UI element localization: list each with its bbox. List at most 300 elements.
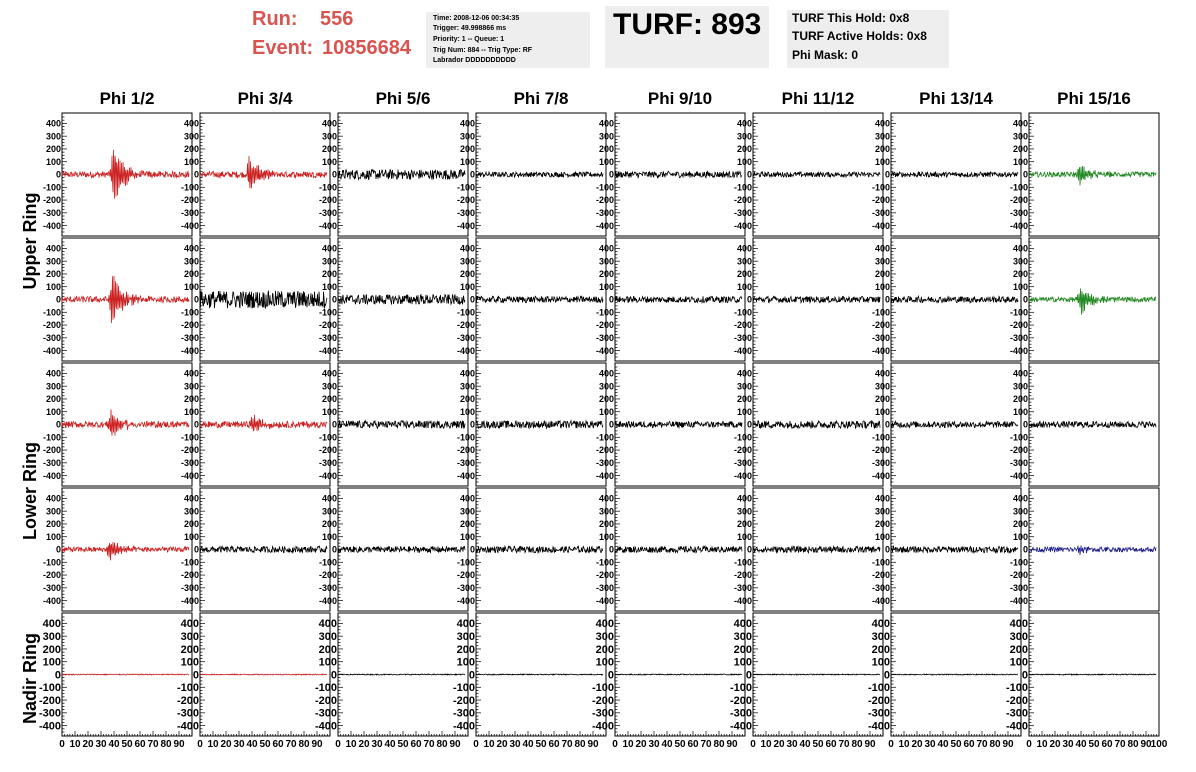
waveform-r1-c3 [338,169,465,179]
x-tick-label-c1: 20 [82,739,94,750]
y-tick-label-r2-c3: 300 [321,256,337,267]
y-tick-label-r1-c8: -400 [1009,220,1028,231]
y-tick-label-r1-c3: 100 [321,156,337,167]
y-tick-label-r1-c8: -100 [1009,182,1028,193]
waveform-r4-c4 [476,546,603,552]
y-tick-label-r1-c5: 400 [598,118,614,129]
y-tick-label-r1-c5: -300 [595,207,614,218]
y-tick-label-r2-c1: -300 [42,332,61,343]
x-tick-label-c1: 80 [160,739,172,750]
y-tick-label-r1-c2: 200 [183,144,199,155]
y-tick-label-r2-c8: -200 [1009,320,1028,331]
y-tick-label-r4-c4: 300 [459,506,475,517]
y-tick-label-r2-c2: 0 [193,294,199,305]
y-tick-label-r2-c2: -200 [180,320,199,331]
y-tick-label-r5-c1: 300 [42,631,61,644]
y-tick-label-r3-c3: -200 [318,445,337,456]
y-tick-label-r1-c4: -300 [456,207,475,218]
y-tick-label-r2-c6: 0 [746,294,752,305]
y-tick-label-r3-c3: 400 [321,368,337,379]
y-tick-label-r1-c1: -200 [42,195,61,206]
y-tick-label-r5-c8: 0 [1021,669,1028,682]
y-tick-label-r4-c4: 200 [459,519,475,530]
y-tick-label-r2-c5: 0 [608,294,614,305]
x-tick-label-c7: 0 [888,739,894,750]
y-tick-label-r1-c6: 300 [736,131,752,142]
y-tick-label-r4-c7: 200 [874,519,890,530]
y-tick-label-r2-c3: 0 [331,294,337,305]
column-header-2: Phi 3/4 [237,89,293,108]
waveform-r5-c1 [62,674,189,675]
y-tick-label-r1-c8: -200 [1009,195,1028,206]
y-tick-label-r1-c7: 400 [874,118,890,129]
y-tick-label-r5-c3: -400 [314,720,337,733]
y-tick-label-r2-c5: 200 [598,269,614,280]
y-tick-label-r5-c2: -400 [176,720,199,733]
y-tick-label-r4-c1: 200 [45,519,61,530]
y-tick-label-r3-c6: -300 [733,457,752,468]
y-tick-label-r1-c6: 400 [736,118,752,129]
y-tick-label-r3-c1: -400 [42,470,61,481]
y-tick-label-r3-c8: 0 [1022,419,1028,430]
y-tick-label-r3-c6: 100 [736,406,752,417]
y-tick-label-r5-c8: -300 [1005,707,1028,720]
y-tick-label-r5-c2: -100 [176,682,199,695]
row-label-upper-ring: Upper Ring [20,192,40,290]
y-tick-label-r3-c1: -300 [42,457,61,468]
waveform-r2-c3 [338,294,465,304]
y-tick-label-r5-c4: 200 [456,643,475,656]
y-tick-label-r3-c1: 0 [55,419,61,430]
y-tick-label-r2-c1: 0 [55,294,61,305]
y-tick-label-r3-c7: -400 [871,470,890,481]
y-tick-label-r4-c3: -400 [318,595,337,606]
y-tick-label-r1-c5: -100 [595,182,614,193]
y-tick-label-r3-c6: 200 [736,394,752,405]
y-tick-label-r4-c8: -300 [1009,582,1028,593]
info-time: Time: 2008-12-06 00:34:35 [433,15,520,22]
phi-mask: Phi Mask: 0 [792,48,859,62]
y-tick-label-r2-c6: 400 [736,243,752,254]
y-tick-label-r2-c1: -400 [42,345,61,356]
y-tick-label-r1-c5: 100 [598,156,614,167]
y-tick-label-r3-c2: -400 [180,470,199,481]
waveform-r2-c5 [615,296,742,302]
y-tick-label-r4-c3: 100 [321,531,337,542]
y-tick-label-r5-c6: 100 [733,656,752,669]
waveform-r5-c3 [338,674,465,675]
y-tick-label-r5-c1: -400 [38,720,61,733]
y-tick-label-r2-c6: 300 [736,256,752,267]
y-tick-label-r1-c1: 400 [45,118,61,129]
waveform-r5-c4 [476,674,603,675]
y-tick-label-r1-c5: 200 [598,144,614,155]
y-tick-label-r1-c5: 300 [598,131,614,142]
y-tick-label-r5-c4: -100 [452,682,475,695]
y-tick-label-r3-c7: 400 [874,368,890,379]
x-tick-label-c3: 90 [449,739,461,750]
y-tick-label-r3-c7: 100 [874,406,890,417]
y-tick-label-r1-c8: 400 [1012,118,1028,129]
y-tick-label-r1-c3: 200 [321,144,337,155]
y-tick-label-r1-c6: 200 [736,144,752,155]
x-tick-label-c2: 80 [298,739,310,750]
y-tick-label-r4-c2: 100 [183,531,199,542]
y-tick-label-r3-c4: -300 [456,457,475,468]
y-tick-label-r4-c5: -300 [595,582,614,593]
column-header-3: Phi 5/6 [375,89,431,108]
info-priority: Priority: 1 -- Queue: 1 [433,36,505,43]
y-tick-label-r2-c4: 0 [469,294,475,305]
y-tick-label-r3-c6: 400 [736,368,752,379]
y-tick-label-r1-c4: 100 [459,156,475,167]
x-tick-label-c6: 0 [750,739,756,750]
y-tick-label-r2-c2: 400 [183,243,199,254]
y-tick-label-r1-c6: -100 [733,182,752,193]
y-tick-label-r2-c1: -200 [42,320,61,331]
y-tick-label-r3-c4: 400 [459,368,475,379]
y-tick-label-r4-c3: 0 [331,544,337,555]
y-tick-label-r2-c2: -400 [180,345,199,356]
x-tick-label-c5: 10 [622,739,634,750]
y-tick-label-r1-c4: -200 [456,195,475,206]
y-tick-label-r1-c3: -100 [318,182,337,193]
y-tick-label-r5-c4: 100 [456,656,475,669]
x-tick-label-c4: 10 [483,739,495,750]
y-tick-label-r5-c7: -400 [867,720,890,733]
y-tick-label-r3-c8: 200 [1012,394,1028,405]
x-tick-label-c1: 10 [69,739,81,750]
info-trig-num: Trig Num: 884 -- Trig Type: RF [433,47,533,54]
x-tick-label-c5: 80 [713,739,725,750]
y-tick-label-r4-c1: -100 [42,557,61,568]
y-tick-label-r4-c6: 0 [746,544,752,555]
y-tick-label-r2-c3: -400 [318,345,337,356]
y-tick-label-r3-c1: 200 [45,394,61,405]
y-tick-label-r3-c3: -400 [318,470,337,481]
x-tick-label-c1: 30 [95,739,107,750]
info-trigger: Trigger: 49.998866 ms [433,25,507,32]
waveform-r5-c7 [891,674,1018,675]
y-tick-label-r4-c7: -400 [871,595,890,606]
y-tick-label-r4-c7: 300 [874,506,890,517]
waveform-r4-c1 [62,542,189,560]
x-tick-label-c8: 90 [1140,739,1152,750]
x-tick-label-c5: 90 [726,739,738,750]
y-tick-label-r3-c7: 300 [874,381,890,392]
y-tick-label-r4-c6: 200 [736,519,752,530]
y-tick-label-r4-c4: 0 [469,544,475,555]
y-tick-label-r4-c4: -300 [456,582,475,593]
y-tick-label-r3-c6: 0 [746,419,752,430]
y-tick-label-r1-c4: -100 [456,182,475,193]
run-value: 556 [320,8,354,30]
y-tick-label-r5-c8: -200 [1005,694,1028,707]
waveform-r3-c1 [62,409,189,435]
x-tick-label-c7: 90 [1002,739,1014,750]
x-tick-label-c4: 70 [561,739,573,750]
y-tick-label-r5-c6: -100 [729,682,752,695]
y-tick-label-r4-c8: -100 [1009,557,1028,568]
y-tick-label-r1-c4: 300 [459,131,475,142]
y-tick-label-r2-c8: -300 [1009,332,1028,343]
y-tick-label-r3-c3: -300 [318,457,337,468]
y-tick-label-r1-c1: 0 [55,169,61,180]
x-tick-label-c3: 60 [410,739,422,750]
y-tick-label-r5-c7: -200 [867,694,890,707]
y-tick-label-r2-c7: 300 [874,256,890,267]
y-tick-label-r2-c4: -400 [456,345,475,356]
waveform-r4-c2 [200,546,327,552]
y-tick-label-r5-c5: 400 [595,618,614,631]
y-tick-label-r4-c1: 100 [45,531,61,542]
waveform-r1-c8 [1029,166,1156,186]
x-tick-label-c8: 30 [1062,739,1074,750]
y-tick-label-r2-c5: -200 [595,320,614,331]
y-tick-label-r1-c6: 0 [746,169,752,180]
waveform-r2-c1 [62,276,189,323]
y-tick-label-r1-c6: -200 [733,195,752,206]
y-tick-label-r5-c3: -300 [314,707,337,720]
y-tick-label-r2-c7: -400 [871,345,890,356]
y-tick-label-r1-c1: 100 [45,156,61,167]
y-tick-label-r2-c4: -200 [456,320,475,331]
y-tick-label-r2-c5: 100 [598,281,614,292]
y-tick-label-r1-c3: -300 [318,207,337,218]
y-tick-label-r5-c3: 200 [318,643,337,656]
waveform-r5-c8 [1029,674,1156,675]
y-tick-label-r4-c5: 0 [608,544,614,555]
y-tick-label-r5-c8: 400 [1009,618,1028,631]
y-tick-label-r5-c3: 0 [330,669,337,682]
y-tick-label-r5-c8: -100 [1005,682,1028,695]
x-tick-label-c3: 0 [335,739,341,750]
y-tick-label-r3-c3: -100 [318,432,337,443]
y-tick-label-r3-c4: -100 [456,432,475,443]
y-tick-label-r2-c8: -400 [1009,345,1028,356]
y-tick-label-r2-c3: -200 [318,320,337,331]
y-tick-label-r5-c1: -300 [38,707,61,720]
y-tick-label-r4-c1: -300 [42,582,61,593]
y-tick-label-r1-c2: -300 [180,207,199,218]
y-tick-label-r3-c2: 0 [193,419,199,430]
column-header-8: Phi 15/16 [1057,89,1131,108]
waveform-r3-c3 [338,421,465,429]
y-tick-label-r2-c6: -300 [733,332,752,343]
run-label: Run: [252,8,298,30]
y-tick-label-r4-c1: 300 [45,506,61,517]
y-tick-label-r1-c3: 300 [321,131,337,142]
x-tick-label-c7: 40 [937,739,949,750]
x-tick-label-c5: 50 [674,739,686,750]
x-tick-label-c7: 70 [976,739,988,750]
y-tick-label-r1-c3: -200 [318,195,337,206]
y-tick-label-r2-c5: 400 [598,243,614,254]
y-tick-label-r5-c6: 200 [733,643,752,656]
waveform-r1-c2 [200,156,327,188]
y-tick-label-r1-c7: -300 [871,207,890,218]
y-tick-label-r5-c6: -200 [729,694,752,707]
x-tick-label-c3: 20 [358,739,370,750]
x-tick-label-c2: 20 [220,739,232,750]
y-tick-label-r2-c3: -100 [318,307,337,318]
y-tick-label-r4-c2: 0 [193,544,199,555]
y-tick-label-r3-c2: 400 [183,368,199,379]
x-tick-label-c3: 50 [397,739,409,750]
y-tick-label-r2-c4: -100 [456,307,475,318]
y-tick-label-r2-c2: -100 [180,307,199,318]
y-tick-label-r2-c5: 300 [598,256,614,267]
y-tick-label-r5-c2: 200 [180,643,199,656]
column-header-7: Phi 13/14 [919,89,993,108]
y-tick-label-r3-c4: -400 [456,470,475,481]
y-tick-label-r3-c5: 0 [608,419,614,430]
row-label-lower-ring: Lower Ring [20,442,40,540]
x-tick-label-c4: 30 [509,739,521,750]
y-tick-label-r1-c3: -400 [318,220,337,231]
x-tick-label-c4: 80 [574,739,586,750]
waveform-r3-c7 [891,421,1018,427]
y-tick-label-r4-c8: 300 [1012,506,1028,517]
x-tick-label-c8: 100 [1150,739,1168,750]
y-tick-label-r2-c5: -300 [595,332,614,343]
y-tick-label-r3-c8: -200 [1009,445,1028,456]
x-tick-label-c7: 60 [963,739,975,750]
y-tick-label-r3-c7: -200 [871,445,890,456]
y-tick-label-r2-c5: -100 [595,307,614,318]
y-tick-label-r2-c3: 100 [321,281,337,292]
y-tick-label-r4-c3: 200 [321,519,337,530]
y-tick-label-r2-c7: 400 [874,243,890,254]
y-tick-label-r1-c4: 200 [459,144,475,155]
y-tick-label-r3-c2: 100 [183,406,199,417]
y-tick-label-r4-c6: -200 [733,570,752,581]
x-tick-label-c2: 30 [233,739,245,750]
y-tick-label-r5-c3: -200 [314,694,337,707]
waveform-r2-c4 [476,296,603,302]
y-tick-label-r2-c2: 300 [183,256,199,267]
turf-number: TURF: 893 [613,8,762,41]
y-tick-label-r1-c2: 0 [193,169,199,180]
y-tick-label-r4-c1: 400 [45,493,61,504]
x-tick-label-c4: 0 [473,739,479,750]
y-tick-label-r5-c4: 400 [456,618,475,631]
y-tick-label-r5-c5: -200 [591,694,614,707]
x-tick-label-c1: 60 [134,739,146,750]
y-tick-label-r1-c8: 0 [1022,169,1028,180]
waveform-r2-c2 [200,291,327,309]
x-tick-label-c4: 60 [548,739,560,750]
y-tick-label-r3-c6: 300 [736,381,752,392]
y-tick-label-r1-c8: -300 [1009,207,1028,218]
y-tick-label-r4-c1: -200 [42,570,61,581]
y-tick-label-r4-c5: 200 [598,519,614,530]
x-tick-label-c8: 20 [1049,739,1061,750]
x-tick-label-c4: 90 [587,739,599,750]
y-tick-label-r4-c4: -100 [456,557,475,568]
waveform-r4-c7 [891,546,1018,552]
y-tick-label-r5-c2: -200 [176,694,199,707]
y-tick-label-r1-c7: -200 [871,195,890,206]
x-tick-label-c6: 20 [773,739,785,750]
y-tick-label-r5-c1: -200 [38,694,61,707]
waveform-r1-c1 [62,150,189,199]
y-tick-label-r1-c2: -400 [180,220,199,231]
x-tick-label-c8: 0 [1026,739,1032,750]
y-tick-label-r3-c7: -300 [871,457,890,468]
x-tick-label-c1: 50 [121,739,133,750]
waveform-r3-c4 [476,421,603,429]
y-tick-label-r4-c7: 0 [884,544,890,555]
waveform-r2-c6 [753,296,880,302]
waveform-r1-c5 [615,171,742,177]
waveform-r3-c8 [1029,421,1156,427]
waveform-r2-c8 [1029,288,1156,315]
y-tick-label-r4-c1: -400 [42,595,61,606]
y-tick-label-r5-c5: 200 [595,643,614,656]
x-tick-label-c3: 30 [371,739,383,750]
y-tick-label-r1-c7: -400 [871,220,890,231]
x-tick-label-c7: 50 [950,739,962,750]
y-tick-label-r5-c1: 0 [54,669,61,682]
y-tick-label-r1-c2: -100 [180,182,199,193]
x-tick-label-c6: 80 [851,739,863,750]
y-tick-label-r3-c3: 200 [321,394,337,405]
x-tick-label-c3: 80 [436,739,448,750]
y-tick-label-r4-c8: -400 [1009,595,1028,606]
y-tick-label-r2-c8: 200 [1012,269,1028,280]
waveform-r5-c6 [753,674,880,675]
x-tick-label-c3: 10 [345,739,357,750]
y-tick-label-r3-c4: 0 [469,419,475,430]
y-tick-label-r1-c5: -200 [595,195,614,206]
x-tick-label-c8: 60 [1101,739,1113,750]
y-tick-label-r3-c5: 300 [598,381,614,392]
y-tick-label-r3-c7: 0 [884,419,890,430]
y-tick-label-r4-c5: 300 [598,506,614,517]
x-tick-label-c5: 20 [635,739,647,750]
y-tick-label-r4-c2: -200 [180,570,199,581]
y-tick-label-r1-c1: -100 [42,182,61,193]
y-tick-label-r1-c8: 300 [1012,131,1028,142]
y-tick-label-r1-c6: -300 [733,207,752,218]
y-tick-label-r5-c7: -100 [867,682,890,695]
y-tick-label-r5-c8: 300 [1009,631,1028,644]
x-tick-label-c2: 50 [259,739,271,750]
y-tick-label-r3-c5: 400 [598,368,614,379]
y-tick-label-r2-c1: 100 [45,281,61,292]
y-tick-label-r5-c6: 400 [733,618,752,631]
y-tick-label-r2-c3: 200 [321,269,337,280]
y-tick-label-r5-c8: -400 [1005,720,1028,733]
y-tick-label-r4-c7: -300 [871,582,890,593]
info-labrador: Labrador DDDDDDDDDD [433,57,516,64]
y-tick-label-r3-c2: -200 [180,445,199,456]
y-tick-label-r1-c8: 100 [1012,156,1028,167]
y-tick-label-r2-c6: 100 [736,281,752,292]
y-tick-label-r5-c1: 100 [42,656,61,669]
y-tick-label-r5-c6: 0 [745,669,752,682]
column-header-5: Phi 9/10 [647,89,713,108]
y-tick-label-r5-c5: 0 [607,669,614,682]
y-tick-label-r5-c3: 100 [318,656,337,669]
y-tick-label-r2-c8: 300 [1012,256,1028,267]
row-label-nadir-ring: Nadir Ring [20,632,40,725]
y-tick-label-r5-c2: 400 [180,618,199,631]
waveform-r1-c7 [891,172,1018,177]
y-tick-label-r4-c5: -200 [595,570,614,581]
y-tick-label-r1-c1: -400 [42,220,61,231]
